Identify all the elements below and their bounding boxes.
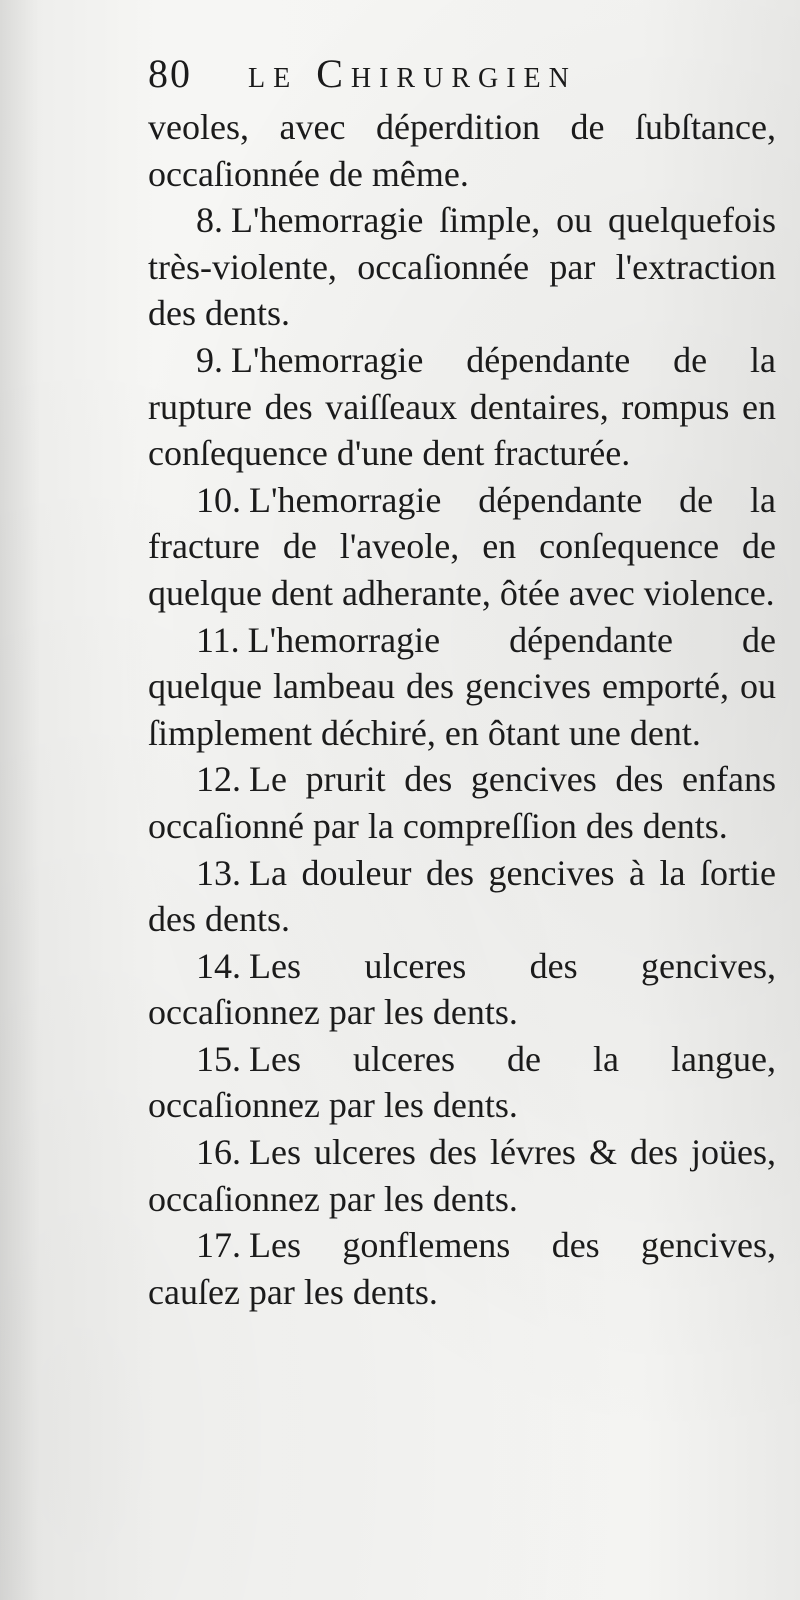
item-number: 10. bbox=[196, 479, 241, 520]
body-text bbox=[148, 104, 776, 1315]
paragraph-item-12 bbox=[148, 756, 776, 849]
paragraph-text: L'hemorragie ſimple, ou quelquefois très-violente, occaſionnée par l'extraction des dents. bbox=[148, 200, 776, 334]
paragraph-text: veoles, avec déperdition de ſubſtance, occaſionnée de même. bbox=[148, 107, 776, 194]
item-number: 11. bbox=[196, 619, 240, 660]
item-number: 17. bbox=[196, 1225, 241, 1266]
paragraph-item-15 bbox=[148, 1036, 776, 1129]
paragraph-item-10 bbox=[148, 477, 776, 617]
gutter-shadow bbox=[0, 0, 40, 1600]
running-head bbox=[148, 44, 776, 104]
item-number: 16. bbox=[196, 1132, 241, 1173]
item-number: 8. bbox=[196, 200, 223, 241]
paragraph-item-13 bbox=[148, 850, 776, 943]
paragraph-text: L'hemorragie dépendante de quelque lambeau des gencives emporté, ou ſimplement déchiré, en ôtant une dent. bbox=[148, 619, 776, 753]
paragraph-text: Les ulceres des lévres & des joües, occaſionnez par les dents. bbox=[148, 1132, 776, 1219]
item-number: 12. bbox=[196, 759, 241, 800]
paragraph-continuation bbox=[148, 104, 776, 197]
item-number: 9. bbox=[196, 339, 223, 380]
item-number: 13. bbox=[196, 852, 241, 893]
page-content bbox=[148, 44, 776, 1315]
paragraph-item-16 bbox=[148, 1129, 776, 1222]
paragraph-text: L'hemorragie dépendante de la rupture des vaiſſeaux dentaires, rompus en conſequence d'une dent fracturée. bbox=[148, 339, 776, 474]
paragraph-item-9 bbox=[148, 337, 776, 477]
paragraph-text: Les ulceres de la langue, occaſionnez par les dents. bbox=[148, 1038, 776, 1126]
running-title: le Chirurgien bbox=[248, 51, 577, 96]
paragraph-text: La douleur des gencives à la ſortie des dents. bbox=[148, 852, 776, 940]
paragraph-item-8 bbox=[148, 197, 776, 337]
paragraph-item-11 bbox=[148, 617, 776, 757]
item-number: 15. bbox=[196, 1038, 241, 1079]
paragraph-text: Le prurit des gencives des enfans occaſionné par la compreſſion des dents. bbox=[148, 759, 776, 846]
page-number: 80 bbox=[148, 51, 192, 96]
paragraph-text: L'hemorragie dépendante de la fracture de l'aveole, en conſequence de quelque dent adherante, ôtée avec violence. bbox=[148, 479, 776, 613]
paragraph-text: Les ulceres des gencives, occaſionnez par les dents. bbox=[148, 945, 776, 1033]
paragraph-item-17 bbox=[148, 1222, 776, 1315]
paragraph-text: Les gonflemens des gencives, cauſez par les dents. bbox=[148, 1225, 776, 1312]
paragraph-item-14 bbox=[148, 943, 776, 1036]
item-number: 14. bbox=[196, 945, 241, 986]
